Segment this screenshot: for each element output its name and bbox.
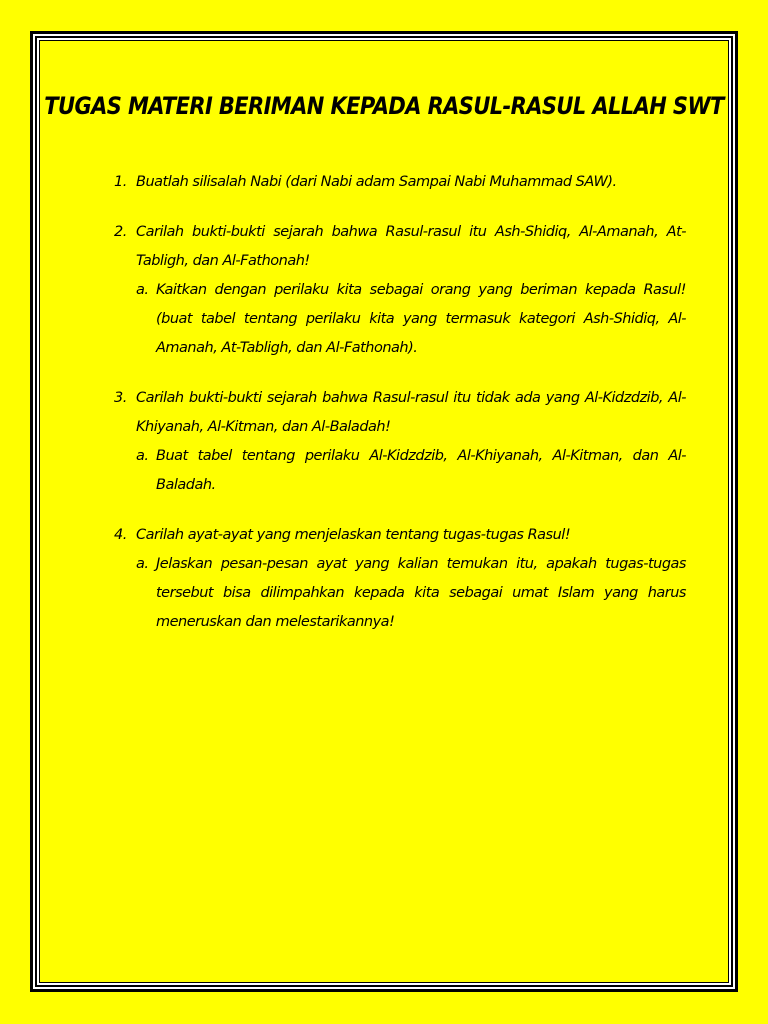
sub-item-letter: a. (136, 556, 149, 572)
list-item (114, 521, 686, 637)
item-number: 3. (114, 390, 127, 406)
sub-item-letter: a. (136, 448, 149, 464)
sub-item-text: Jelaskan pesan-pesan ayat yang kalian temukan itu, apakah tugas-tugas tersebut bisa dilimpahkan kepada kita sebagai umat Islam yang harus meneruskan dan melestarikannya! (156, 556, 686, 630)
sub-item (136, 550, 686, 637)
sub-item-text: Buat tabel tentang perilaku Al-Kidzdzib, Al-Khiyanah, Al-Kitman, dan Al-Baladah. (156, 448, 686, 493)
sub-item (136, 442, 686, 500)
item-text: Carilah bukti-bukti sejarah bahwa Rasul-rasul itu Ash-Shidiq, Al-Amanah, At-Tabligh, dan Al-Fathonah! (136, 224, 686, 269)
sub-item (136, 276, 686, 363)
page-title: TUGAS MATERI BERIMAN KEPADA RASUL-RASUL ALLAH SWT (44, 92, 724, 120)
item-text: Carilah bukti-bukti sejarah bahwa Rasul-rasul itu tidak ada yang Al-Kidzdzib, Al-Khiyanah, Al-Kitman, dan Al-Baladah! (136, 390, 686, 435)
list-item (114, 218, 686, 363)
item-text: Carilah ayat-ayat yang menjelaskan tentang tugas-tugas Rasul! (136, 527, 571, 543)
item-number: 4. (114, 527, 127, 543)
item-number: 2. (114, 224, 127, 240)
list-item (114, 168, 686, 197)
sub-item-letter: a. (136, 282, 149, 298)
list-item (114, 384, 686, 500)
assignment-list (114, 168, 686, 658)
sub-item-text: Kaitkan dengan perilaku kita sebagai orang yang beriman kepada Rasul! (buat tabel tentang perilaku kita yang termasuk kategori Ash-Shidiq, Al-Amanah, At-Tabligh, dan Al-Fathonah). (156, 282, 686, 356)
item-text: Buatlah silisalah Nabi (dari Nabi adam Sampai Nabi Muhammad SAW). (136, 174, 617, 190)
item-number: 1. (114, 174, 127, 190)
